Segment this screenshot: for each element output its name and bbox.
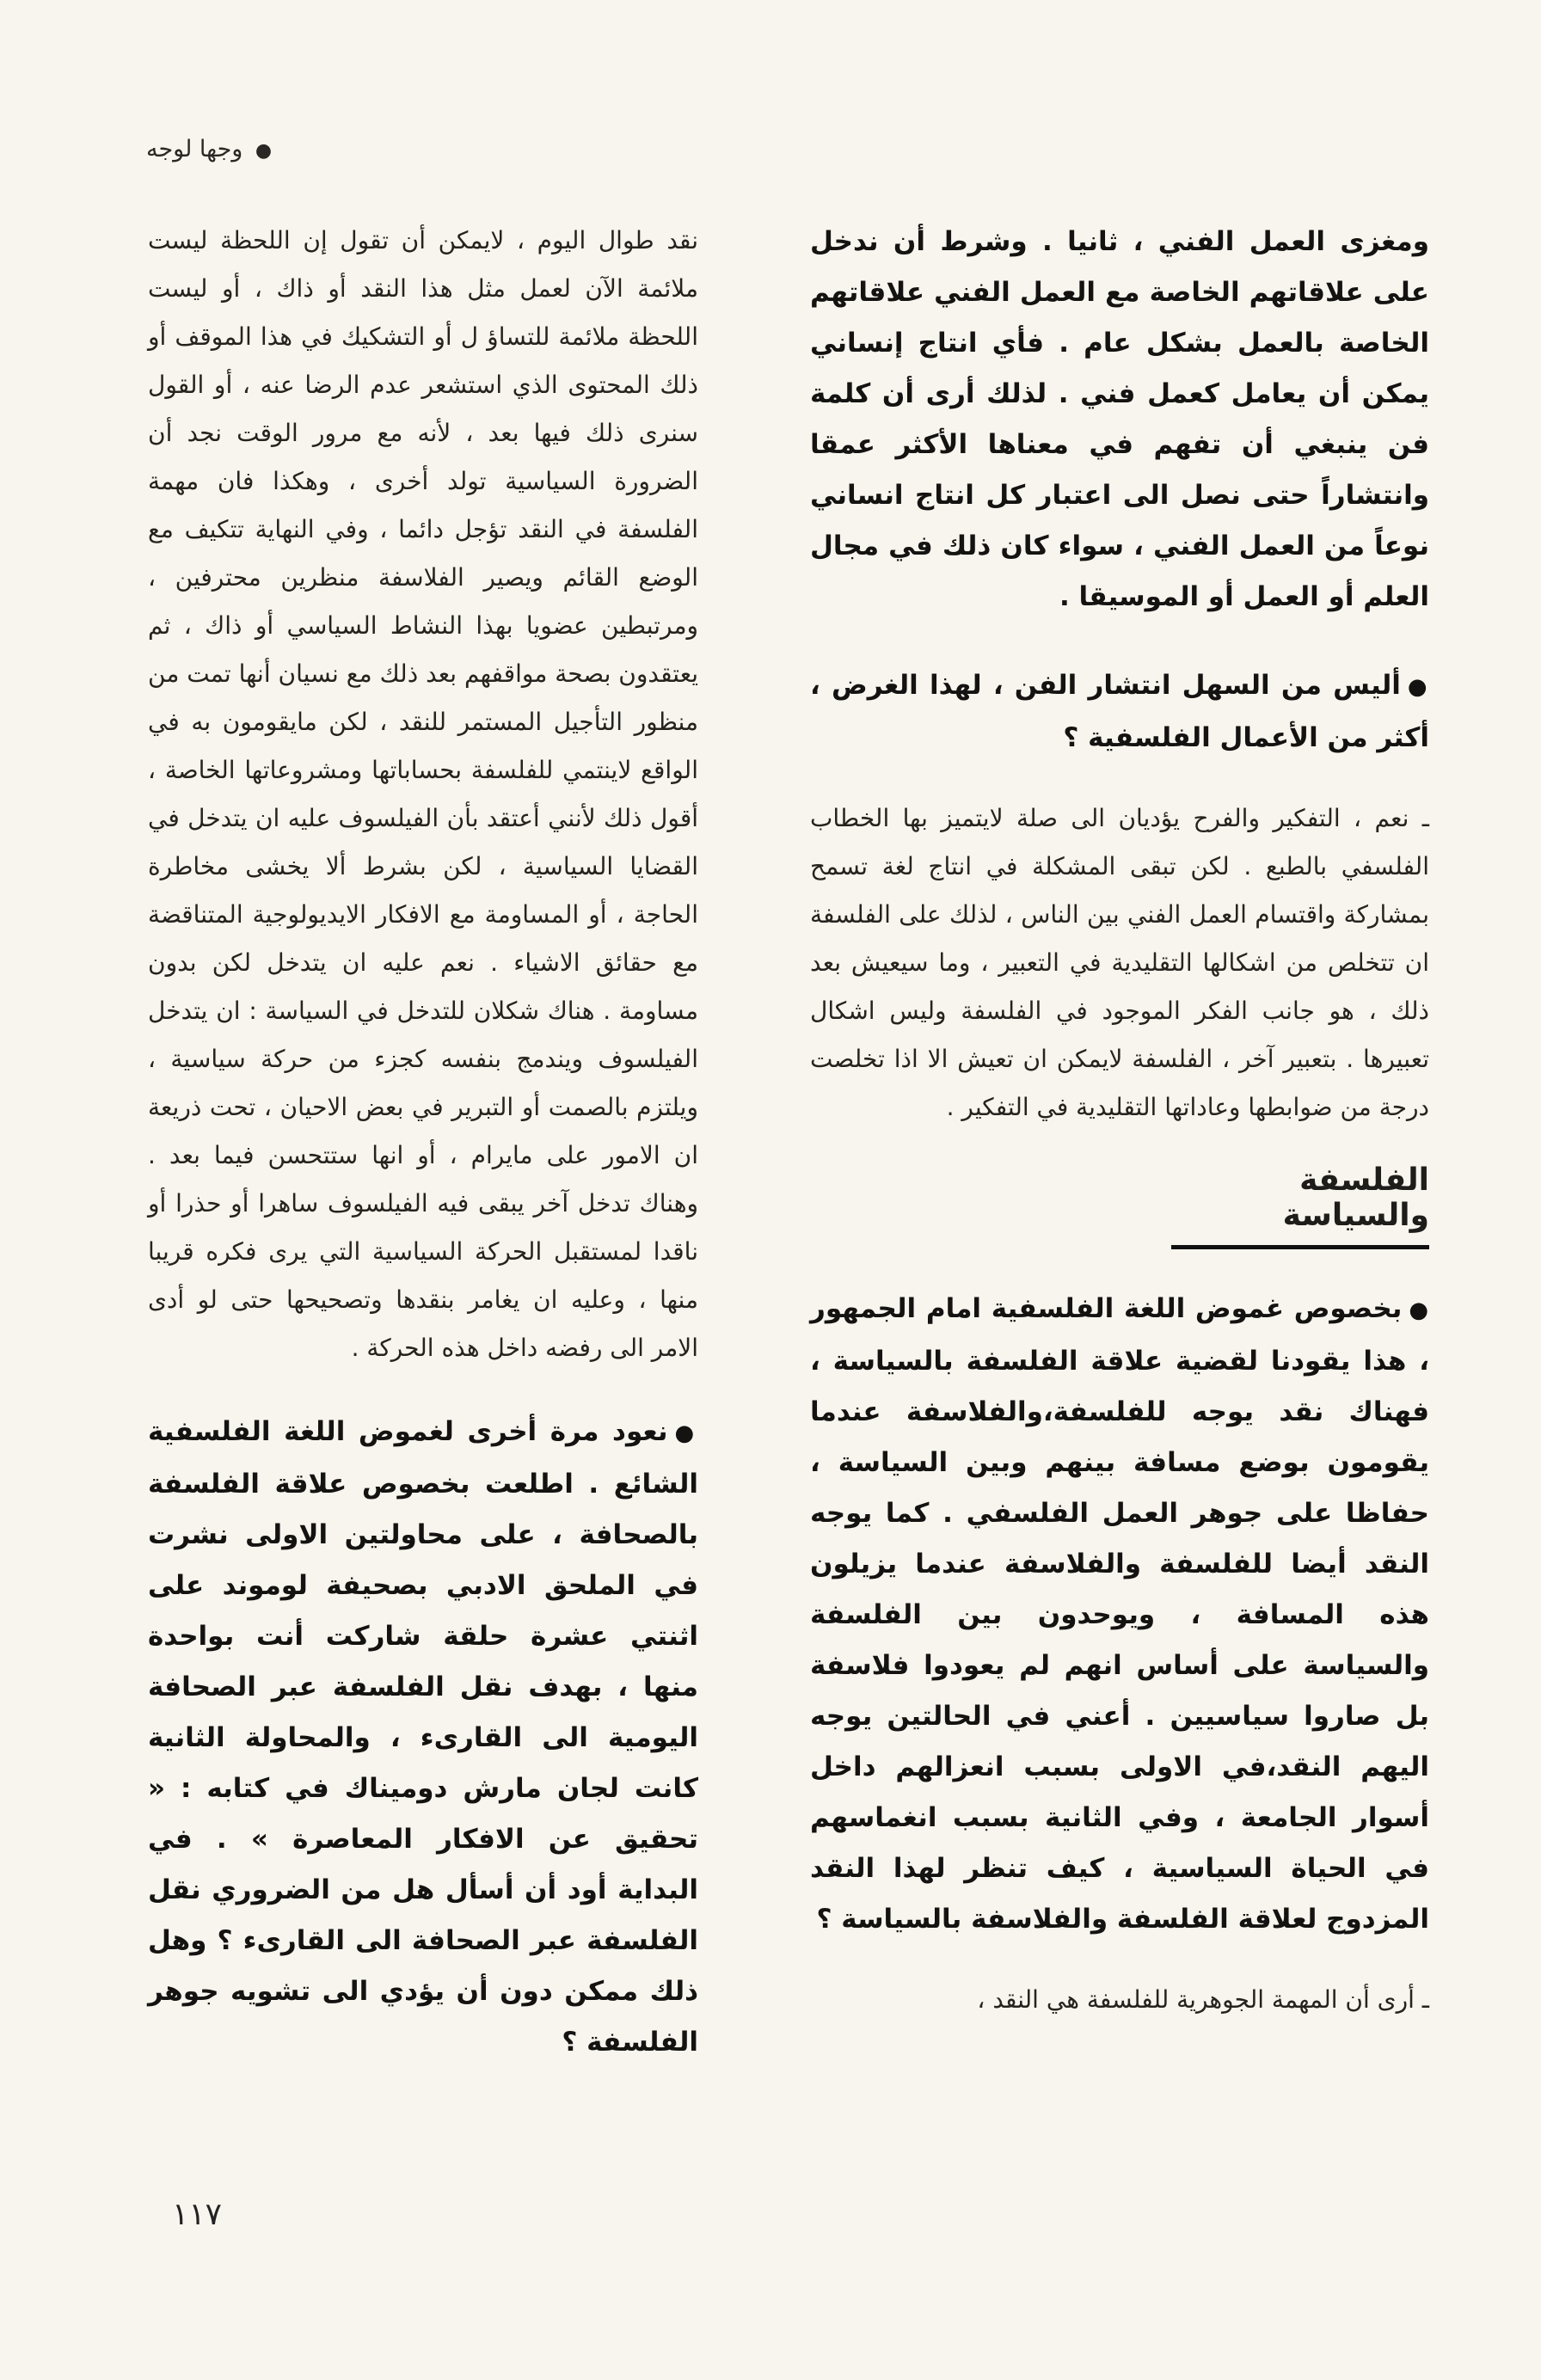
answer-art-spread: ـ نعم ، التفكير والفرح يؤديان الى صلة لايتميز بها الخطاب الفلسفي بالطبع . لكن تبقى المشكلة في انتاج لغة تسمح بمشاركة واقتسام العمل الفني بين الناس ، لذلك على الفلسفة ان تتخلص من اشكالها التقليدية في التعبير ، وما سيعيش بعد ذلك ، هو جانب الفكر الموجود في الفلسفة وليس اشكال تعبيرها . بتعبير آخر ، الفلسفة لايمكن ان تعيش الا اذا تخلصت درجة من ضوابطها وعاداتها التقليدية في التفكير . (810, 804, 1429, 1121)
question-art-spread (810, 660, 1429, 764)
page-number: ١١٧ (172, 2197, 223, 2232)
section-title: الفلسفة والسياسة (1171, 1162, 1429, 1249)
question-text: نعود مرة أخرى لغموض اللغة الفلسفية الشائع . اطلعت بخصوص علاقة الفلسفة بالصحافة ، على محاولتين الاولى نشرت في الملحق الادبي بصحيفة لوموند على اثنتي عشرة حلقة شاركت أنت بواحدة منها ، بهدف نقل الفلسفة عبر الصحافة اليومية الى القارىء ، والمحاولة الثانية كانت لجان مارش دوميناك في كتابه : « تحقيق عن الافكار المعاصرة » . في البداية أود أن أسأل هل من الضروري نقل الفلسفة عبر الصحافة الى القارىء ؟ وهل ذلك ممكن دون أن يؤدي الى تشويه جوهر الفلسفة ؟ (148, 1416, 698, 2058)
left-column (148, 217, 698, 2068)
running-title: وجها لوجه (146, 136, 243, 163)
intro-question-text: ومغزى العمل الفني ، ثانيا . وشرط أن ندخل على علاقاتهم الخاصة مع العمل الفني علاقاتهم الخاصة بالعمل بشكل عام . فأي انتاج إنساني يمكن أن يعامل كعمل فني . لذلك أرى أن كلمة فن ينبغي أن تفهم في معناها الأكثر عمقا وانتشاراً حتى نصل الى اعتبار كل انتاج انساني نوعاً من العمل الفني ، سواء كان ذلك في مجال العلم أو العمل أو الموسيقا . (810, 226, 1429, 612)
bullet-icon: ● (1407, 674, 1430, 700)
question-text: أليس من السهل انتشار الفن ، لهذا الغرض ، أكثر من الأعمال الفلسفية ؟ (810, 670, 1429, 753)
question-text: بخصوص غموض اللغة الفلسفية امام الجمهور ، هذا يقودنا لقضية علاقة الفلسفة بالسياسة ، فهناك نقد يوجه للفلسفة،والفلاسفة عندما يقومون بوضع مسافة بينهم وبين السياسة ، حفاظا على جوهر العمل الفلسفي . كما يوجه النقد أيضا للفلسفة والفلاسفة عندما يزيلون هذه المسافة ، ويوحدون بين الفلسفة والسياسة على أساس انهم لم يعودوا فلاسفة بل صاروا سياسيين . أعني في الحالتين يوجه اليهم النقد،في الاولى بسبب انعزالهم داخل أسوار الجامعة ، وفي الثانية بسبب انغماسهم في الحياة السياسية ، كيف تنظر لهذا النقد المزدوج لعلاقة الفلسفة والفلاسفة بالسياسة ؟ (810, 1293, 1429, 1935)
running-header (146, 136, 272, 163)
question-philosophy-press (148, 1407, 698, 2068)
answer-continued: نقد طوال اليوم ، لايمكن أن تقول إن اللحظة ليست ملائمة الآن لعمل مثل هذا النقد أو ذاك ، أو ليست اللحظة ملائمة للتساؤ ل أو التشكيك في هذا الموقف أو ذلك المحتوى الذي استشعر عدم الرضا عنه ، أو القول سنرى ذلك فيها بعد ، لأنه مع مرور الوقت نجد أن الضرورة السياسية تولد أخرى ، وهكذا فان مهمة الفلسفة في النقد تؤجل دائما ، وفي النهاية تتكيف مع الوضع القائم ويصير الفلاسفة منظرين محترفين ، ومرتبطين عضويا بهذا النشاط السياسي أو ذاك ، ثم يعتقدون بصحة مواقفهم بعد ذلك مع نسيان أنها تمت من منظور التأجيل المستمر للنقد ، لكن مايقومون به في الواقع لاينتمي للفلسفة بحساباتها ومشروعاتها الخاصة ، أقول ذلك لأنني أعتقد بأن الفيلسوف عليه ان يتدخل في القضايا السياسية ، لكن بشرط ألا يخشى مخاطرة الحاجة ، أو المساومة مع الافكار الايديولوجية المتناقضة مع حقائق الاشياء . نعم عليه ان يتدخل لكن بدون مساومة . هناك شكلان للتدخل في السياسة : ان يتدخل الفيلسوف ويندمج بنفسه كجزء من حركة سياسية ، ويلتزم بالصمت أو التبرير في بعض الاحيان ، تحت ذريعة ان الامور على مايرام ، أو انها ستتحسن فيما بعد . وهناك تدخل آخر يبقى فيه الفيلسوف ساهرا أو حذرا أو ناقدا لمستقبل الحركة السياسية التي يرى فكره قريبا منها ، وعليه ان يغامر بنقدها وتصحيحها حتى لو أدى الامر الى رفضه داخل هذه الحركة . (148, 226, 698, 1362)
answer-start: ـ أرى أن المهمة الجوهرية للفلسفة هي النقد ، (977, 1985, 1429, 2014)
section-heading (810, 1162, 1429, 1249)
bullet-icon: ● (674, 1420, 698, 1446)
question-philosophy-politics (810, 1284, 1429, 1945)
right-column (810, 217, 1429, 2024)
bullet-icon: ● (255, 140, 273, 162)
bullet-icon: ● (1409, 1297, 1429, 1323)
